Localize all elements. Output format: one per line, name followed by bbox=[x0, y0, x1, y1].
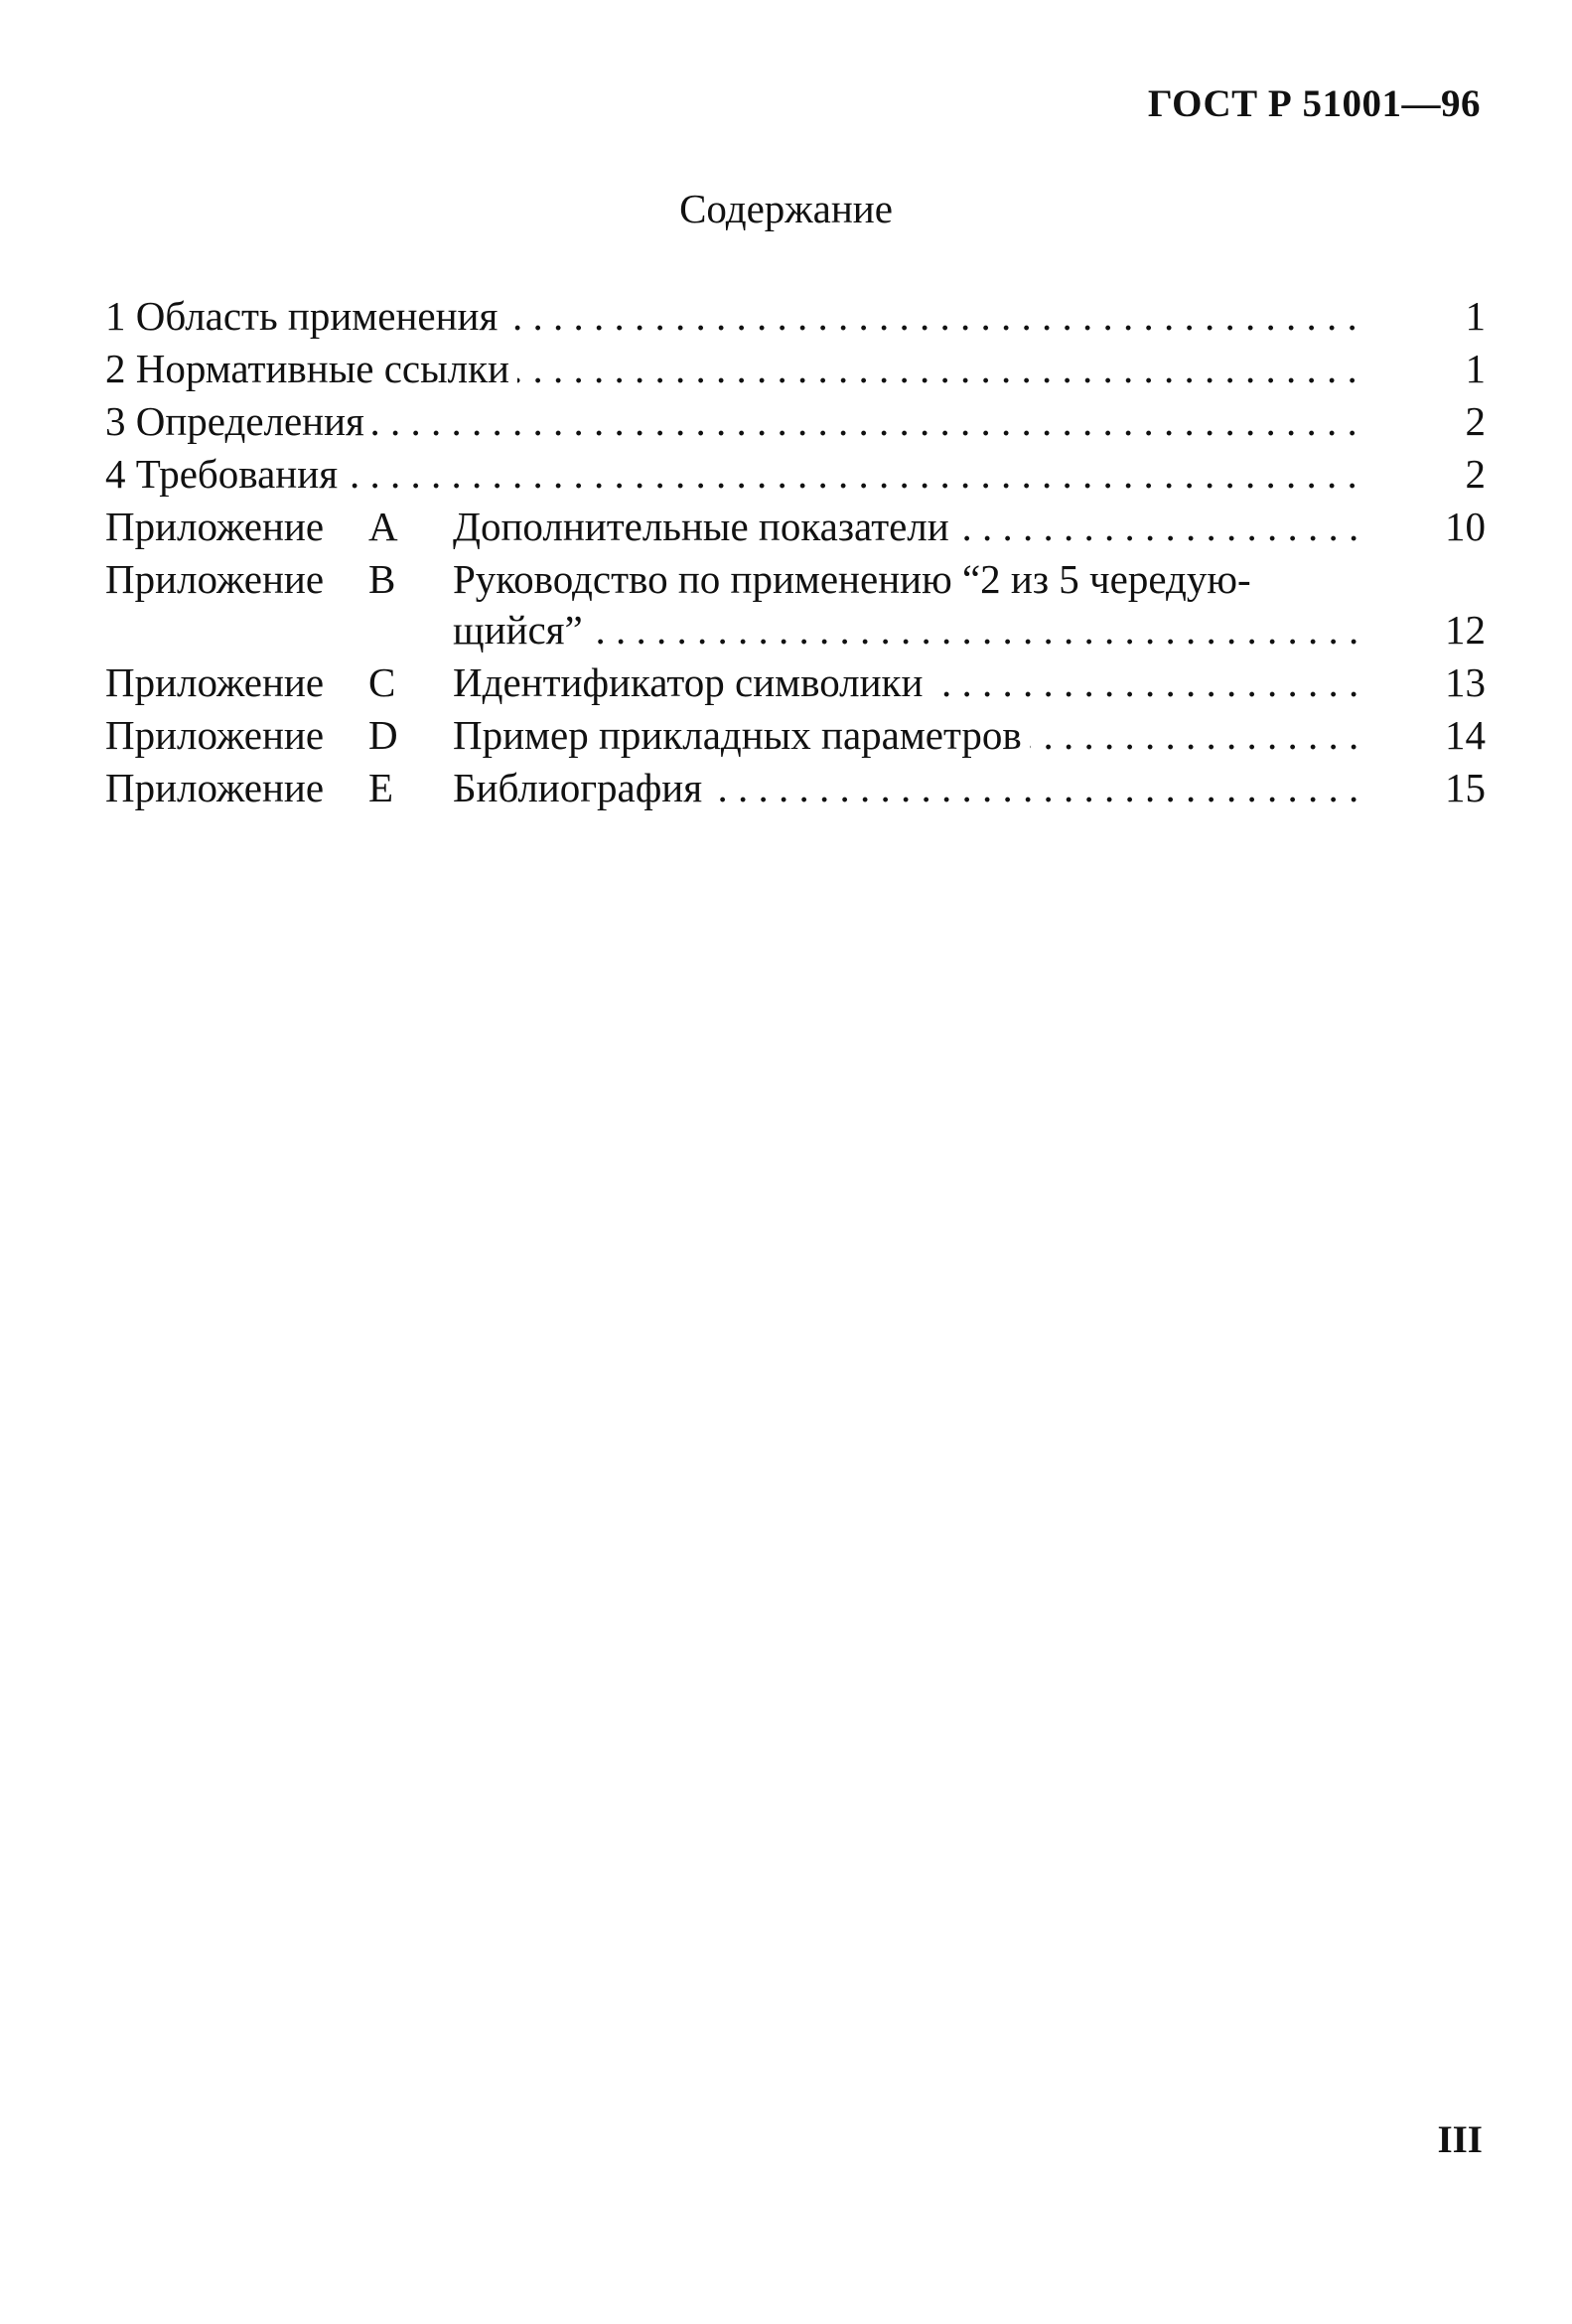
appendix-letter: А bbox=[368, 504, 398, 549]
toc-entry-title: 2 Нормативные ссылки bbox=[105, 346, 517, 391]
appendix-label: Приложение bbox=[105, 504, 325, 549]
appendix-title: Идентификатор символики bbox=[453, 659, 930, 705]
toc-entry-page: 14 bbox=[1445, 712, 1486, 758]
toc-entry-section-2[interactable] bbox=[105, 343, 1486, 395]
document-code: ГОСТ Р 51001—96 bbox=[1147, 82, 1481, 125]
appendix-title: Пример прикладных параметров bbox=[453, 712, 1030, 758]
toc-entry-page: 13 bbox=[1445, 659, 1486, 705]
appendix-label: Приложение bbox=[105, 659, 325, 705]
appendix-letter: D bbox=[368, 712, 398, 758]
toc-entry-section-3[interactable] bbox=[105, 395, 1486, 448]
toc-entry-appendix-a[interactable] bbox=[105, 501, 1486, 553]
appendix-title-continuation: щийся” bbox=[453, 607, 591, 653]
toc-entry-page: 2 bbox=[1465, 451, 1486, 497]
toc-entry-page: 2 bbox=[1465, 398, 1486, 444]
toc-entry-page: 10 bbox=[1445, 504, 1486, 549]
table-of-contents bbox=[105, 290, 1486, 814]
toc-entry-section-4[interactable] bbox=[105, 448, 1486, 501]
appendix-title: Библиография bbox=[453, 765, 710, 810]
toc-entry-appendix-b[interactable] bbox=[105, 553, 1486, 656]
appendix-title: Руководство по применению “2 из 5 чередую- bbox=[453, 553, 1251, 606]
toc-entry-page: 12 bbox=[1445, 607, 1486, 653]
toc-entry-page: 15 bbox=[1445, 765, 1486, 810]
toc-entry-appendix-d[interactable] bbox=[105, 709, 1486, 762]
toc-entry-appendix-c[interactable] bbox=[105, 656, 1486, 709]
appendix-label: Приложение bbox=[105, 712, 325, 758]
toc-entry-title: 4 Требования bbox=[105, 451, 346, 497]
toc-entry-page: 1 bbox=[1465, 346, 1486, 391]
toc-entry-appendix-e[interactable] bbox=[105, 762, 1486, 814]
toc-entry-title: 1 Область применения bbox=[105, 293, 505, 339]
page-number: III bbox=[1437, 2118, 1483, 2161]
appendix-letter: С bbox=[368, 659, 396, 705]
toc-entry-section-1[interactable] bbox=[105, 290, 1486, 343]
toc-title: Содержание bbox=[679, 186, 893, 231]
appendix-label: Приложение bbox=[105, 556, 325, 602]
appendix-letter: Е bbox=[368, 765, 394, 810]
appendix-label: Приложение bbox=[105, 765, 325, 810]
appendix-title: Дополнительные показатели bbox=[453, 504, 957, 549]
toc-entry-page: 1 bbox=[1465, 293, 1486, 339]
toc-entry-title: 3 Определения bbox=[105, 398, 372, 444]
appendix-letter: В bbox=[368, 556, 396, 602]
